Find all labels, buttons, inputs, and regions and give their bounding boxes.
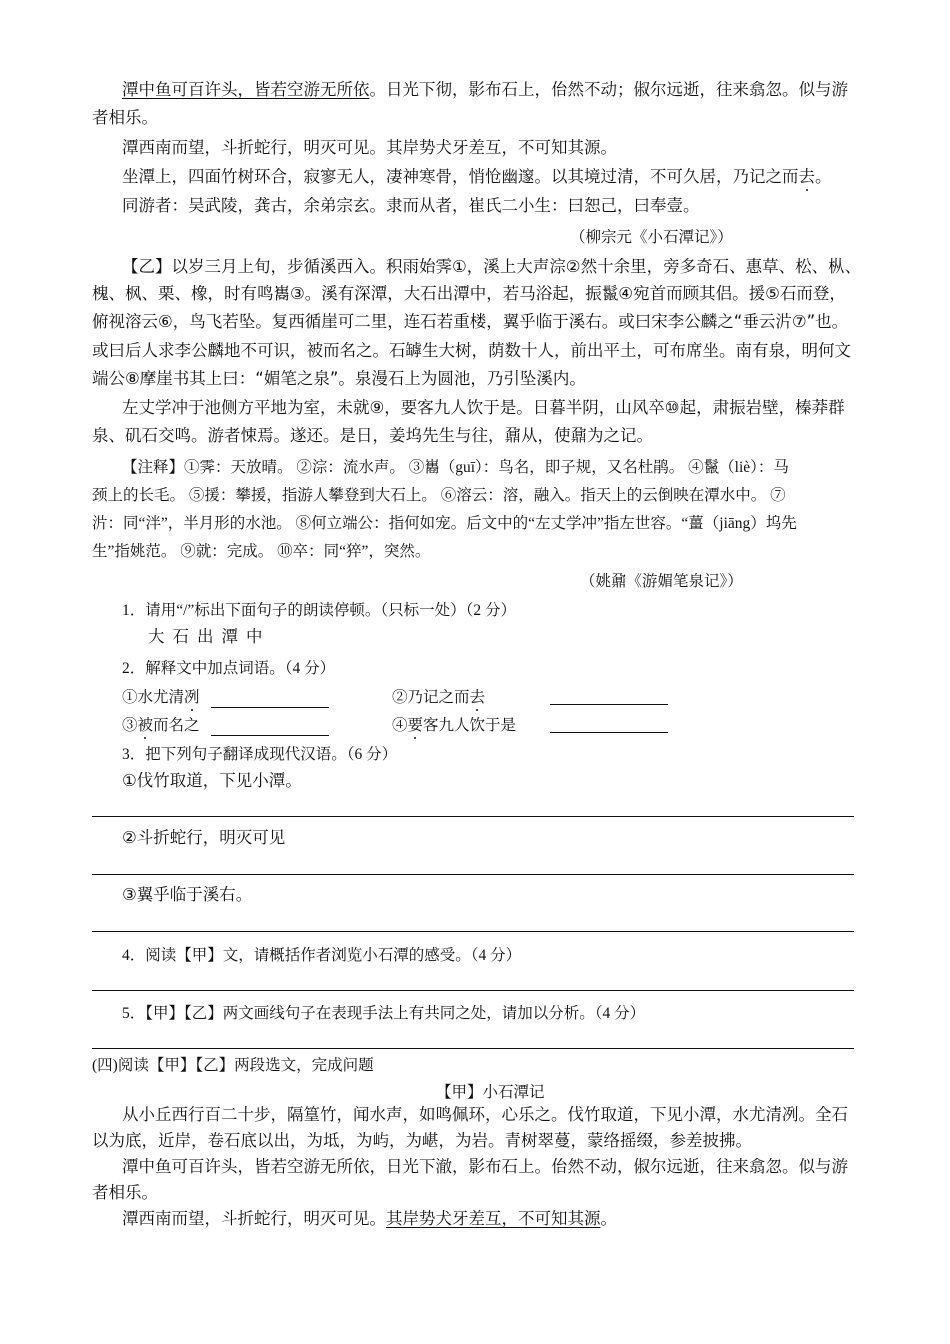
yi-line4: 或曰后人求李公麟地不可识，被而名之。石罅生大树，荫数十人，前出平土，可布席坐。南有泉，明何文 — [92, 341, 851, 360]
question-3: 3．把下列句子翻译成现代汉语。（6 分） — [122, 746, 398, 763]
notes-line2: 颈上的长毛。 ⑤援：攀援，指游人攀登到大石上。 ⑥溶云：溶，融入。指天上的云倒映在潭水中。 ⑦ — [92, 487, 786, 504]
section-4-heading: (四)阅读【甲】【乙】两段选文，完成问题 — [92, 1057, 374, 1074]
jia-p1-line1: 潭中鱼可百许头，皆若空游无所依。日光下彻，影布石上，佁然不动；俶尔远逝，往来翕忽。似与游 — [122, 80, 848, 99]
dotted-char: 去 — [469, 689, 486, 706]
q3-item-b: ②斗折蛇行，明灭可见 — [122, 828, 286, 847]
q2-item-b: ②乃记之而去 — [392, 689, 486, 706]
notes-line3: 沜：同“泮”，半月形的水池。 ⑧何立端公：指何如宠。后文中的“左丈学冲”指左世容。“薑（jiāng）坞先 — [92, 515, 797, 532]
s4-line2: 以为底，近岸，卷石底以出，为坻，为屿，为嵁，为岩。青树翠蔓，蒙络摇缀，参差披拂。 — [92, 1131, 752, 1150]
yi-line3: 俯视溶云⑥，鸟飞若坠。复西循崖可二里，连石若重楼，翼乎临于溪右。或曰宋李公麟之“垂云沜⑦”也。 — [92, 312, 849, 331]
dotted-char: 冽 — [184, 689, 200, 706]
answer-blank-d[interactable] — [550, 716, 668, 733]
question-2: 2．解释文中加点词语。（4 分） — [122, 660, 336, 677]
notes-line1: 【注释】①霁：天放晴。 ②淙：流水声。 ③巂（guī）：鸟名，即子规，又名杜鹃。 ④鬣（liè）：马 — [122, 459, 789, 476]
q2-item-a: ①水尤清冽 — [122, 688, 329, 708]
answer-blank-c[interactable] — [211, 719, 329, 736]
s4-line5: 潭西南而望，斗折蛇行，明灭可见。其岸势犬牙差互，不可知其源。 — [122, 1209, 617, 1228]
yi-line2: 槐、枫、栗、橡，时有鸣巂③。溪有深潭，大石出潭中，若马浴起，振鬣④宛首而顾其侣。援⑤石而登， — [92, 284, 846, 303]
yi-line5: 端公⑧摩崖书其上曰：“媚笔之泉”。泉漫石上为圆池，乃引坠溪内。 — [92, 369, 586, 388]
jia-p2: 潭西南而望，斗折蛇行，明灭可见。其岸势犬牙差互，不可知其源。 — [122, 138, 617, 157]
section-4-title: 【甲】小石潭记 — [436, 1084, 545, 1101]
s4-line1: 从小丘西行百二十步，隔篁竹，闻水声，如鸣佩环，心乐之。伐竹取道，下见小潭，水尤清冽。全石 — [122, 1105, 848, 1124]
yi-line6: 左丈学冲于池侧方平地为室，未就⑨，要客九人饮于是。日暮半阴，山风卒⑩起，肃振岩壁，榛莽群 — [122, 398, 845, 417]
answer-line[interactable] — [92, 931, 854, 932]
question-5: 5．【甲】【乙】两文画线句子在表现手法上有共同之处，请加以分析。（4 分） — [122, 1005, 646, 1022]
answer-line[interactable] — [92, 874, 854, 875]
question-4: 4．阅读【甲】文，请概括作者浏览小石潭的感受。（4 分） — [122, 947, 522, 964]
underlined-sentence: 潭中鱼可百许头，皆若空游无所依 — [122, 80, 370, 99]
dotted-char: 要 — [407, 717, 424, 734]
q1-sentence: 大石出潭中 — [148, 627, 271, 646]
notes-line4: 生”指姚范。 ⑨就：完成。 ⑩卒：同“猝”，突然。 — [92, 543, 431, 560]
jia-p4: 同游者：吴武陵，龚古，余弟宗玄。隶而从者，崔氏二小生：曰恕己，曰奉壹。 — [122, 196, 700, 215]
dotted-char: 去 — [798, 167, 815, 186]
s4-line4: 者相乐。 — [92, 1183, 158, 1202]
q2-item-d: ④要客九人饮于是 — [392, 717, 517, 734]
underlined-sentence: 其岸势犬牙差互，不可知其源 — [386, 1209, 601, 1228]
q2-item-c: ③被而名之 — [122, 716, 329, 736]
answer-line[interactable] — [92, 990, 854, 991]
jia-p1-line2: 者相乐。 — [92, 108, 158, 127]
jia-p3: 坐潭上，四面竹树环合，寂寥无人，凄神寒骨，悄怆幽邃。以其境过清，不可久居，乃记之而去。 — [122, 167, 832, 186]
yi-line7: 泉、矶石交鸣。游者悚焉。遂还。是日，姜坞先生与往，鼐从，使鼐为之记。 — [92, 426, 653, 445]
s4-line3: 潭中鱼可百许头，皆若空游无所依，日光下澈，影布石上。佁然不动，俶尔远逝，往来翕忽。似与游 — [122, 1157, 848, 1176]
jia-source: （柳宗元《小石潭记》） — [570, 229, 733, 246]
question-1: 1．请用“/”标出下面句子的朗读停顿。（只标一处）（2 分） — [122, 602, 516, 619]
q3-item-a: ①伐竹取道，下见小潭。 — [122, 771, 302, 790]
dotted-char: 被 — [137, 717, 154, 734]
answer-line[interactable] — [92, 1048, 854, 1049]
answer-blank-a[interactable] — [211, 691, 329, 708]
yi-line1: 【乙】以岁三月上旬，步循溪西入。积雨始霁①，溪上大声淙②然十余里，旁多奇石、惠草、松、枞、 — [122, 257, 862, 276]
answer-blank-b[interactable] — [550, 688, 668, 705]
q3-item-c: ③翼乎临于溪右。 — [122, 885, 253, 904]
answer-line[interactable] — [92, 816, 854, 817]
yi-source: （姚鼐《游媚笔泉记》） — [580, 573, 743, 590]
